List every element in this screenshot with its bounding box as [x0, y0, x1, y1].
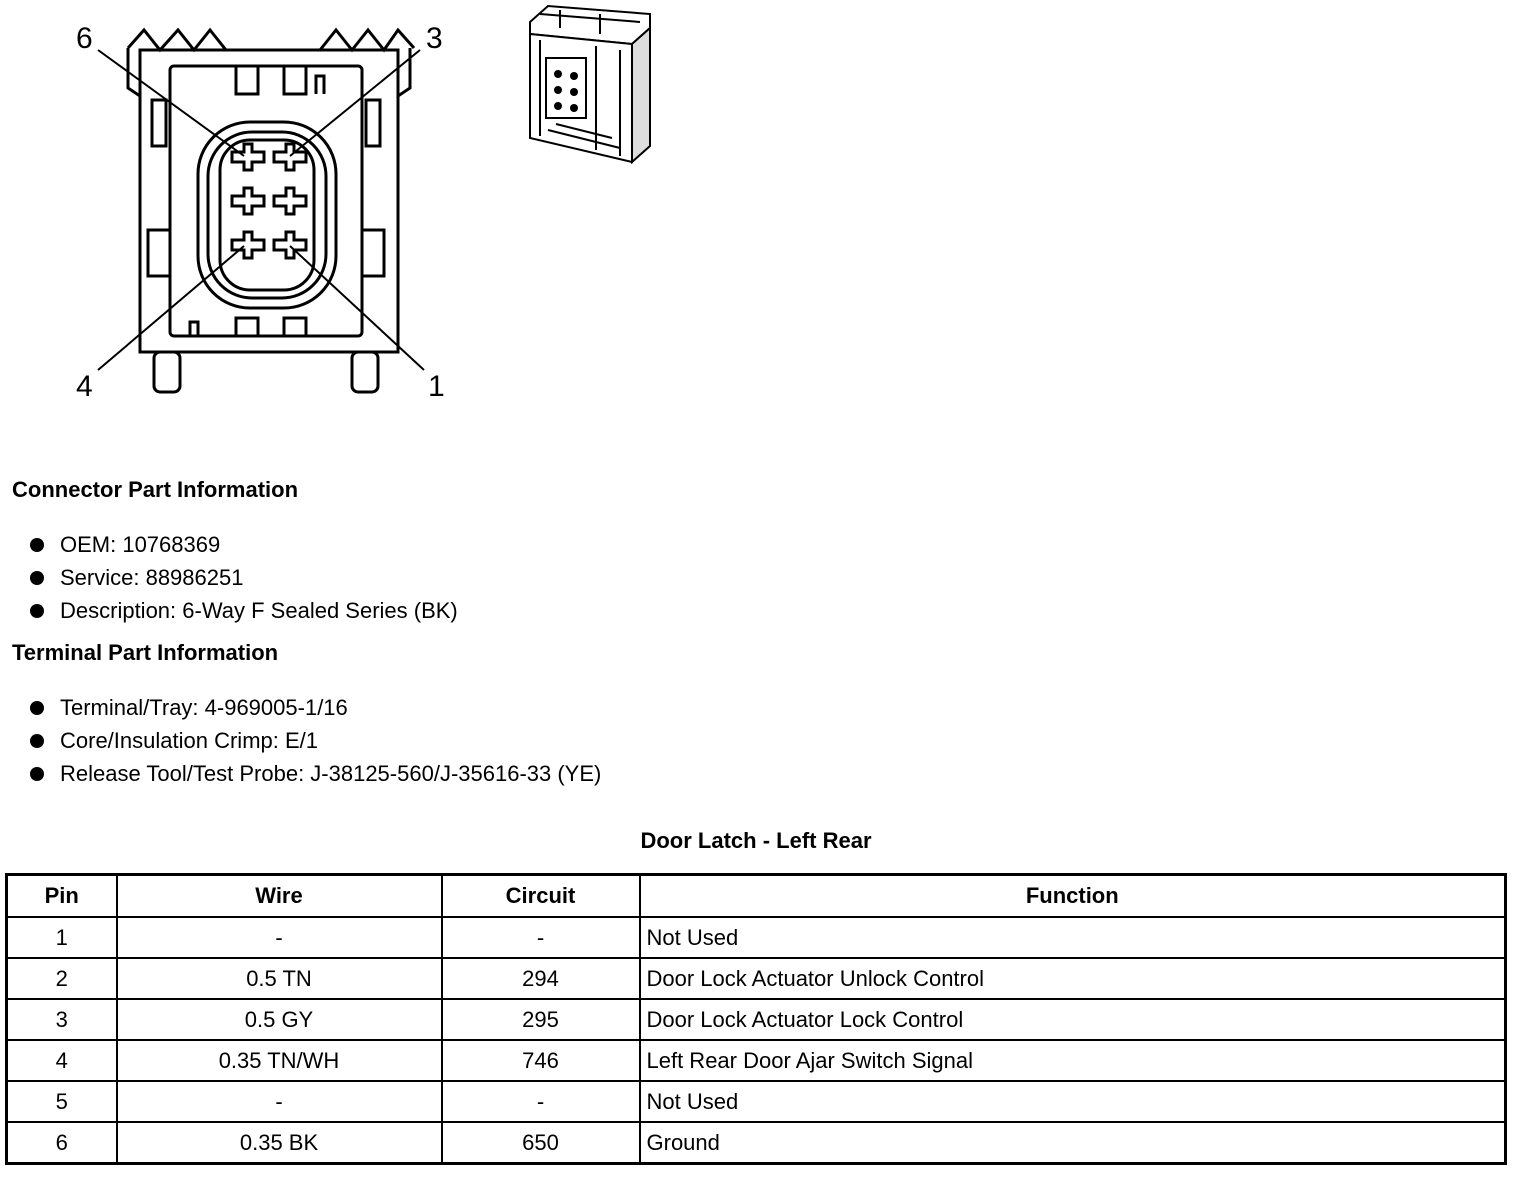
column-header-function: Function [640, 875, 1506, 918]
cell-wire: - [117, 917, 442, 958]
cell-function: Left Rear Door Ajar Switch Signal [640, 1040, 1506, 1081]
bullet-icon [30, 604, 44, 618]
cell-circuit: 746 [442, 1040, 640, 1081]
cell-pin: 2 [7, 958, 117, 999]
bullet-icon [30, 571, 44, 585]
cell-function: Not Used [640, 1081, 1506, 1122]
table-title: Door Latch - Left Rear [640, 828, 872, 853]
list-item: Service: 88986251 [10, 561, 458, 594]
cell-function: Door Lock Actuator Unlock Control [640, 958, 1506, 999]
cell-wire: 0.5 GY [117, 999, 442, 1040]
list-item: OEM: 10768369 [10, 528, 458, 561]
table-header-row [7, 875, 1506, 918]
bullet-icon [30, 734, 44, 748]
cell-pin: 6 [7, 1122, 117, 1164]
table-row [7, 999, 1506, 1040]
cell-circuit: 650 [442, 1122, 640, 1164]
cell-pin: 5 [7, 1081, 117, 1122]
pin-label-1: 1 [428, 370, 445, 403]
cell-circuit: - [442, 1081, 640, 1122]
table-row [7, 917, 1506, 958]
terminal-info-list [10, 691, 601, 790]
table-row [7, 1122, 1506, 1164]
column-header-circuit: Circuit [442, 875, 640, 918]
cell-circuit: 295 [442, 999, 640, 1040]
cell-pin: 1 [7, 917, 117, 958]
table-row [7, 1081, 1506, 1122]
list-item: Release Tool/Test Probe: J-38125-560/J-35616-33 (YE) [10, 757, 601, 790]
connector-info-heading: Connector Part Information [12, 477, 299, 502]
pin-label-4: 4 [76, 370, 93, 403]
cell-function: Not Used [640, 917, 1506, 958]
cell-circuit: 294 [442, 958, 640, 999]
list-item: Core/Insulation Crimp: E/1 [10, 724, 601, 757]
cell-wire: 0.35 TN/WH [117, 1040, 442, 1081]
pin-label-3: 3 [426, 22, 443, 55]
cell-wire: - [117, 1081, 442, 1122]
pin-table [5, 873, 1507, 1165]
cell-pin: 3 [7, 999, 117, 1040]
bullet-icon [30, 701, 44, 715]
table-row [7, 1040, 1506, 1081]
cell-function: Door Lock Actuator Lock Control [640, 999, 1506, 1040]
cell-function: Ground [640, 1122, 1506, 1164]
cell-wire: 0.5 TN [117, 958, 442, 999]
connector-face-diagram [70, 10, 460, 405]
cell-wire: 0.35 BK [117, 1122, 442, 1164]
cell-circuit: - [442, 917, 640, 958]
pin-label-6: 6 [76, 22, 93, 55]
list-item: Terminal/Tray: 4-969005-1/16 [10, 691, 601, 724]
terminal-info-heading: Terminal Part Information [12, 640, 279, 665]
connector-info-list [10, 528, 458, 627]
bullet-icon [30, 767, 44, 781]
connector-3d-illustration [520, 0, 660, 170]
table-row [7, 958, 1506, 999]
column-header-wire: Wire [117, 875, 442, 918]
cell-pin: 4 [7, 1040, 117, 1081]
column-header-pin: Pin [7, 875, 117, 918]
list-item: Description: 6-Way F Sealed Series (BK) [10, 594, 458, 627]
bullet-icon [30, 538, 44, 552]
